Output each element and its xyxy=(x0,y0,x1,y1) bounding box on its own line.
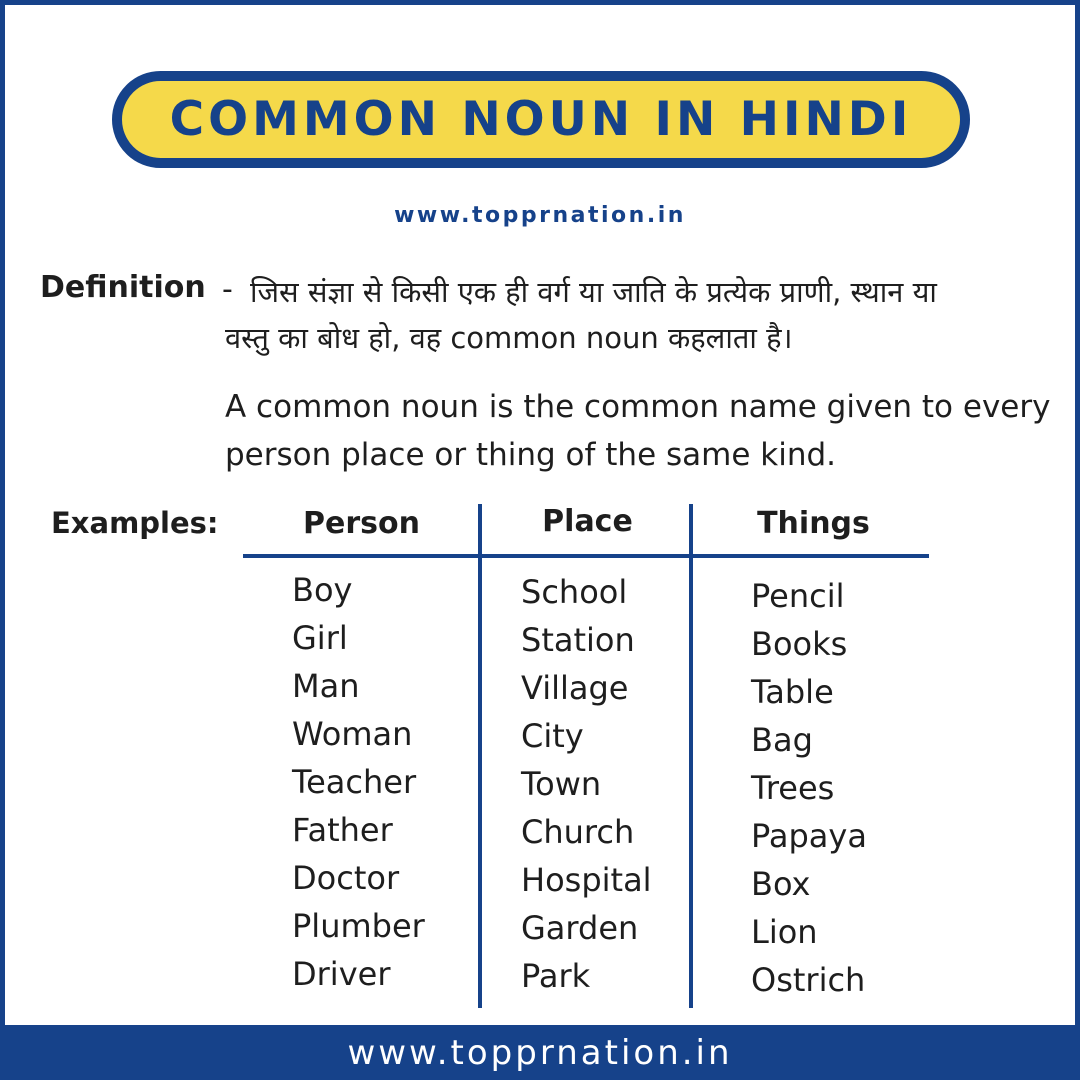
list-item: Pencil xyxy=(751,577,845,615)
examples-label: Examples: xyxy=(51,506,219,540)
definition-hindi-line-2: वस्तु का बोध हो, वह common noun कहलाता है। xyxy=(225,321,793,355)
place-list xyxy=(521,568,652,1000)
list-item: Hospital xyxy=(521,861,652,899)
column-divider-2 xyxy=(689,504,693,1008)
list-item: Ostrich xyxy=(751,961,866,999)
column-heading-things: Things xyxy=(757,506,870,541)
list-item: Boy xyxy=(292,571,353,609)
footer-bar xyxy=(0,1025,1080,1080)
definition-label: Definition xyxy=(40,270,206,305)
list-item: Books xyxy=(751,625,848,663)
list-item: School xyxy=(521,573,628,611)
table-header-divider xyxy=(243,554,929,558)
list-item: Woman xyxy=(292,715,413,753)
list-item: Plumber xyxy=(292,907,425,945)
things-list xyxy=(751,572,867,1004)
list-item: City xyxy=(521,717,584,755)
list-item: Village xyxy=(521,669,629,707)
list-item: Teacher xyxy=(292,763,417,801)
column-divider-1 xyxy=(478,504,482,1008)
site-url-footer: www.topprnation.in xyxy=(347,1032,733,1073)
column-heading-person: Person xyxy=(303,506,420,541)
list-item: Father xyxy=(292,811,393,849)
list-item: Town xyxy=(521,765,602,803)
list-item: Garden xyxy=(521,909,639,947)
person-list xyxy=(292,566,425,998)
list-item: Girl xyxy=(292,619,348,657)
site-url-top: www.topprnation.in xyxy=(394,203,686,228)
list-item: Table xyxy=(751,673,834,711)
title-banner xyxy=(112,71,970,168)
column-heading-place: Place xyxy=(542,504,633,539)
list-item: Bag xyxy=(751,721,813,759)
list-item: Man xyxy=(292,667,360,705)
list-item: Park xyxy=(521,957,591,995)
list-item: Station xyxy=(521,621,635,659)
definition-hindi-line-1: जिस संज्ञा से किसी एक ही वर्ग या जाति के प्रत्येक प्राणी, स्थान या xyxy=(250,275,937,309)
list-item: Box xyxy=(751,865,811,903)
list-item: Church xyxy=(521,813,635,851)
list-item: Papaya xyxy=(751,817,867,855)
list-item: Lion xyxy=(751,913,818,951)
list-item: Driver xyxy=(292,955,391,993)
definition-english: A common noun is the common name given to every person place or thing of the same kind. xyxy=(225,389,1051,473)
list-item: Doctor xyxy=(292,859,400,897)
definition-dash: - xyxy=(222,272,233,307)
page-title: COMMON NOUN IN HINDI xyxy=(169,92,913,147)
list-item: Trees xyxy=(751,769,835,807)
